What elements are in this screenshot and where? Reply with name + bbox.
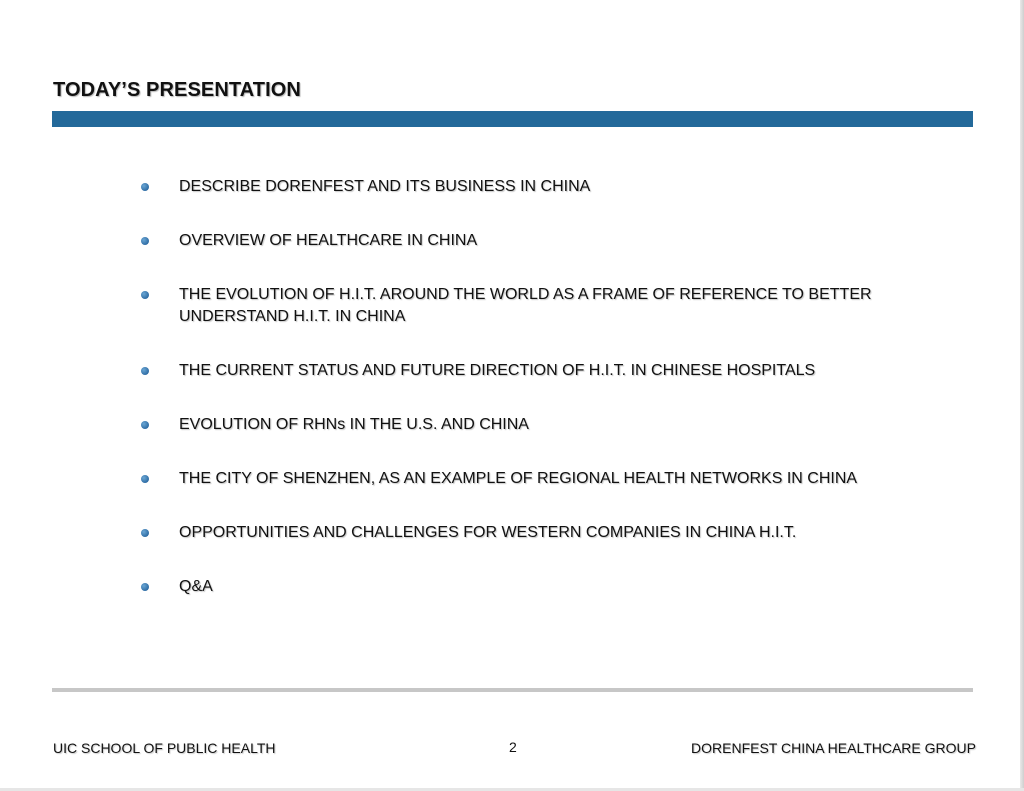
footer-school-name: UIC SCHOOL OF PUBLIC HEALTH	[53, 740, 276, 756]
bullet-text: THE EVOLUTION OF H.I.T. AROUND THE WORLD AS A FRAME OF REFERENCE TO BETTER UNDERSTAND H.I.T. IN CHINA	[179, 286, 872, 325]
bullet-dot-icon	[141, 237, 149, 245]
footer-divider	[52, 688, 973, 692]
bullet-dot-icon	[141, 475, 149, 483]
bullet-text: Q&A	[179, 578, 213, 595]
bullet-text: THE CITY OF SHENZHEN, AS AN EXAMPLE OF REGIONAL HEALTH NETWORKS IN CHINA	[179, 470, 858, 487]
footer-company-name: DORENFEST CHINA HEALTHCARE GROUP	[691, 740, 976, 756]
bullet-item-3	[140, 284, 890, 328]
slide-title: TODAY’S PRESENTATION	[53, 79, 301, 101]
bullet-item-5	[140, 414, 890, 436]
bullet-dot-icon	[141, 583, 149, 591]
slide-edge-shadow	[1020, 0, 1024, 791]
page-number: 2	[509, 739, 517, 755]
bullet-text: OPPORTUNITIES AND CHALLENGES FOR WESTERN COMPANIES IN CHINA H.I.T.	[179, 524, 797, 541]
bullet-dot-icon	[141, 421, 149, 429]
bullet-dot-icon	[141, 291, 149, 299]
bullet-dot-icon	[141, 367, 149, 375]
bullet-dot-icon	[141, 183, 149, 191]
bullet-text: THE CURRENT STATUS AND FUTURE DIRECTION OF H.I.T. IN CHINESE HOSPITALS	[179, 362, 816, 379]
bullet-text: DESCRIBE DORENFEST AND ITS BUSINESS IN CHINA	[179, 178, 591, 195]
bullet-list	[140, 176, 890, 630]
bullet-item-8	[140, 576, 890, 598]
bullet-item-1	[140, 176, 890, 198]
bullet-item-4	[140, 360, 890, 382]
title-bar	[52, 111, 973, 127]
bullet-text: OVERVIEW OF HEALTHCARE IN CHINA	[179, 232, 478, 249]
bullet-item-2	[140, 230, 890, 252]
bullet-dot-icon	[141, 529, 149, 537]
bullet-item-6	[140, 468, 890, 490]
bullet-item-7	[140, 522, 890, 544]
bullet-text: EVOLUTION OF RHNs IN THE U.S. AND CHINA	[179, 416, 529, 433]
